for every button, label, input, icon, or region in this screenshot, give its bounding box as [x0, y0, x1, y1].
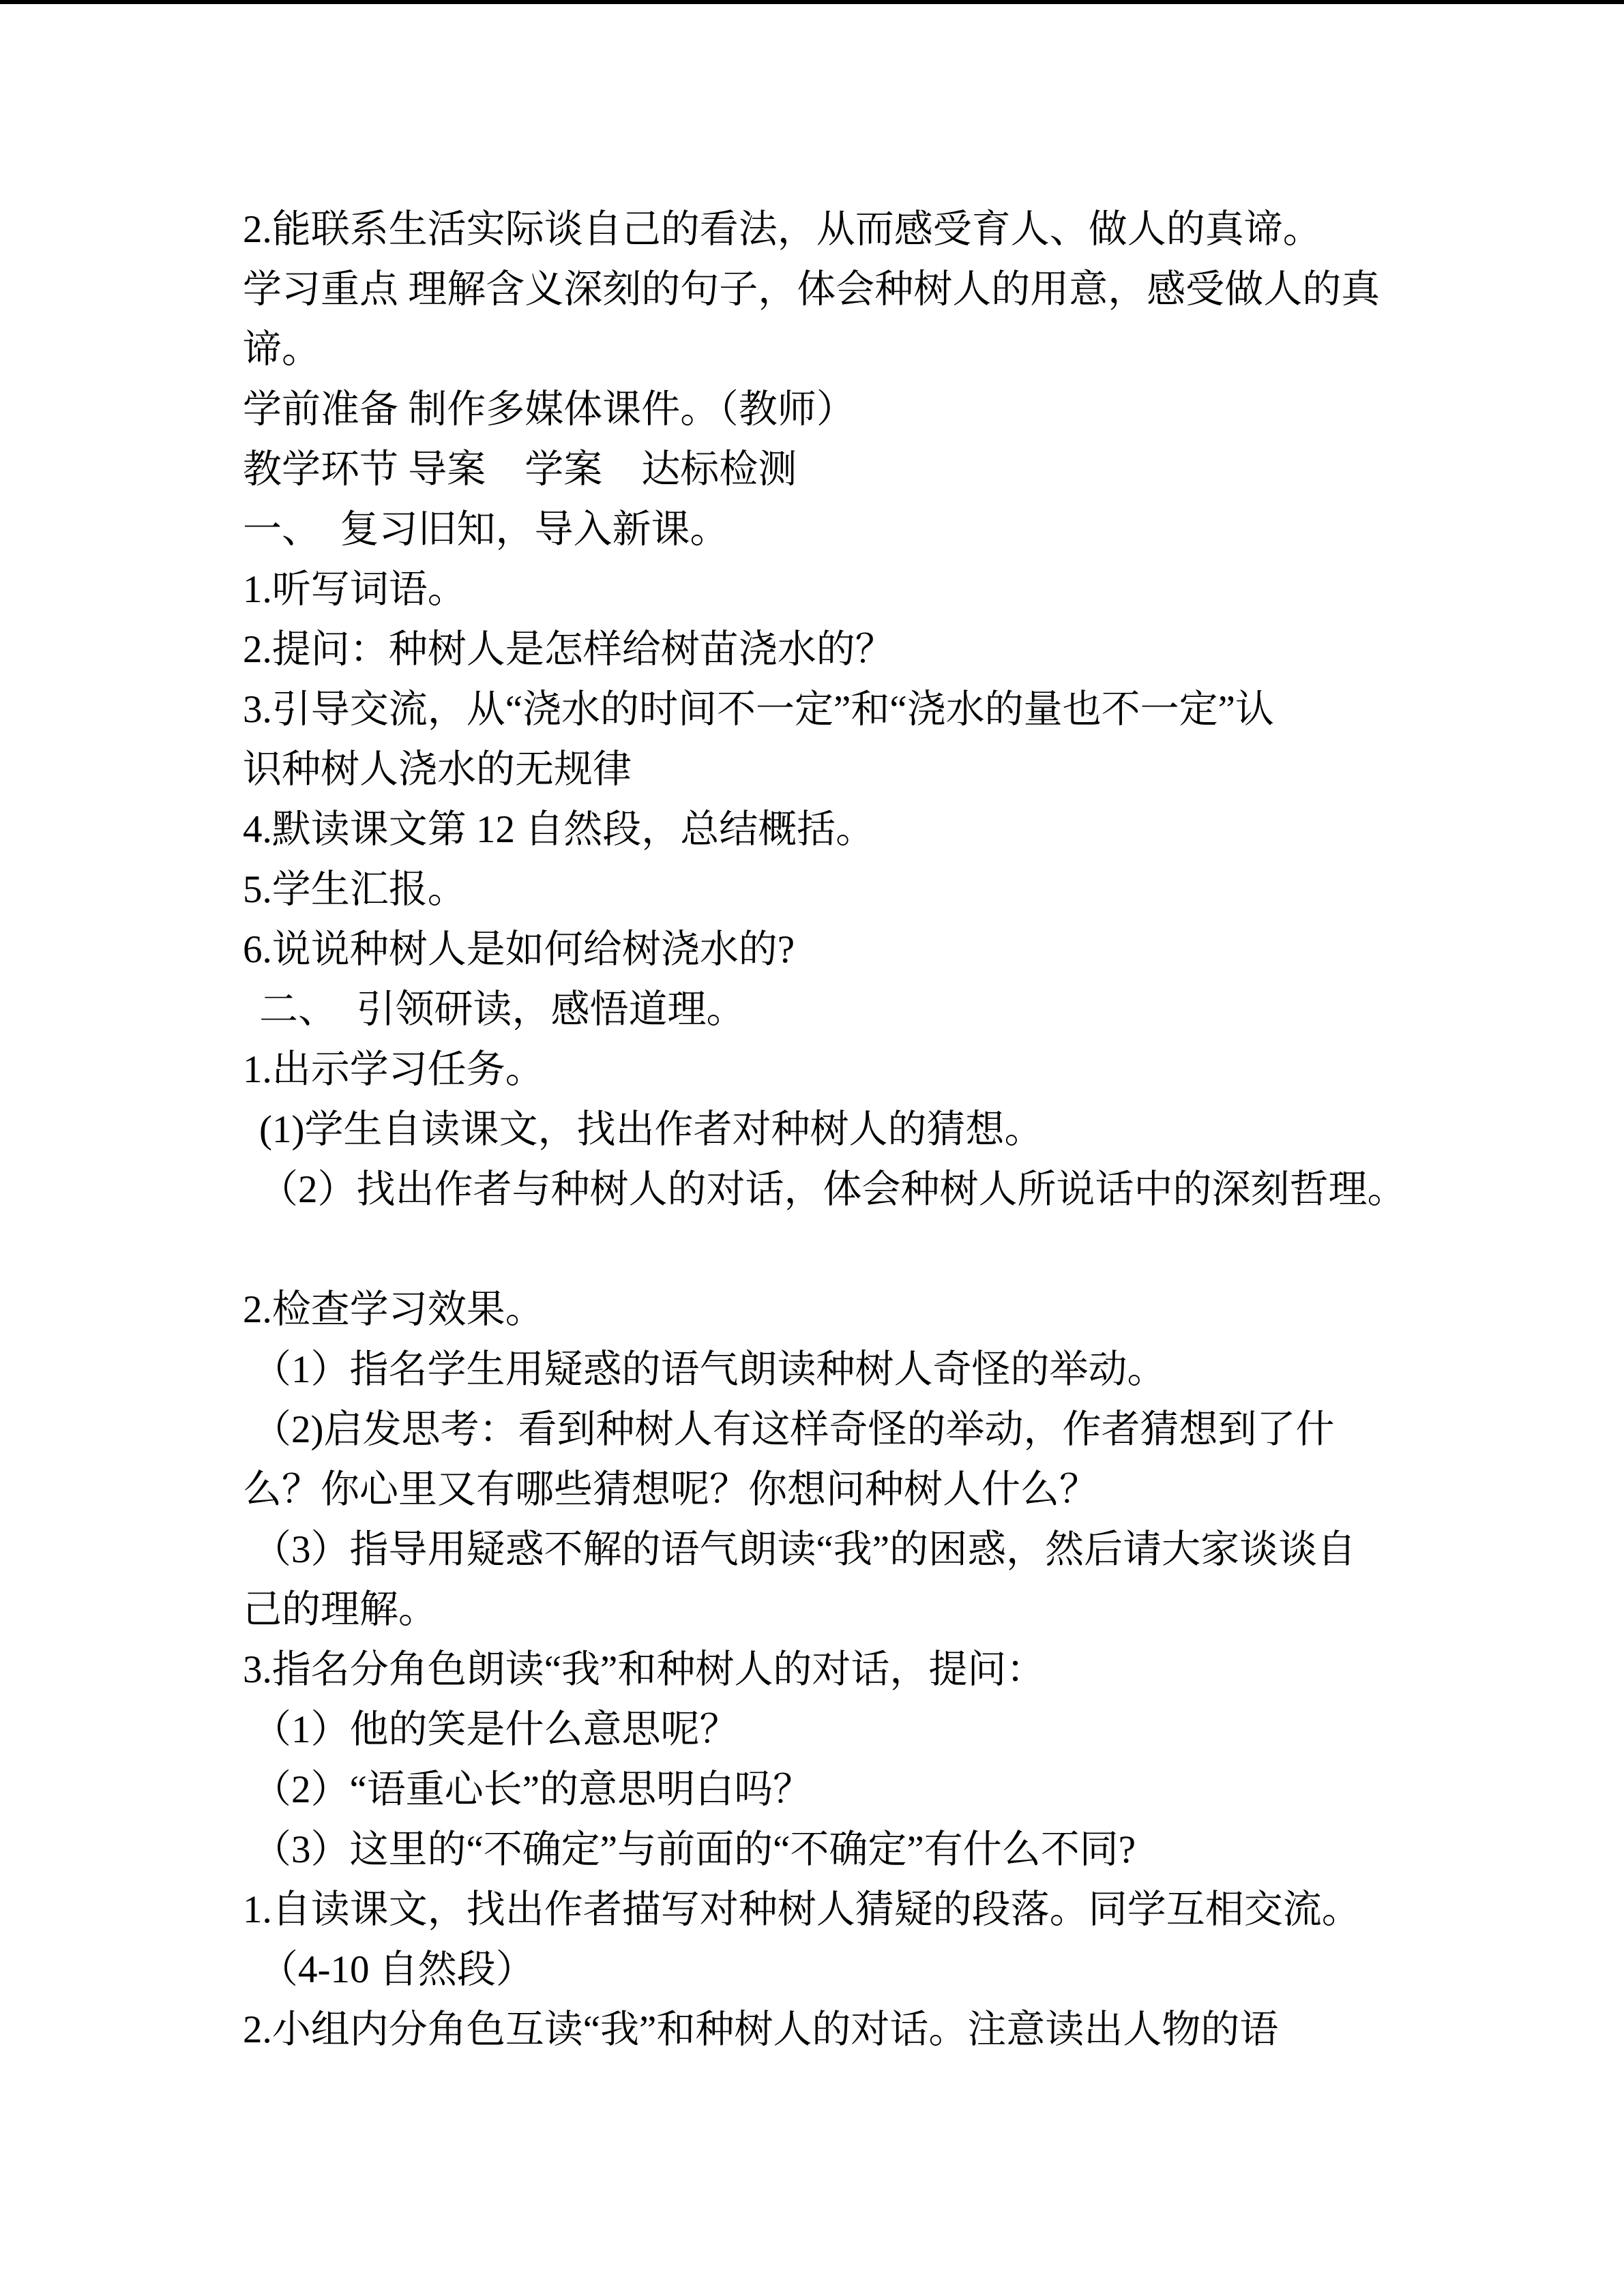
- text-line: （2)启发思考：看到种树人有这样奇怪的举动，作者猜想到了什: [252, 1408, 1335, 1451]
- text-line: （4-10 自然段）: [259, 1948, 535, 1991]
- text-line: 3.指名分角色朗读“我”和种树人的对话，提问：: [243, 1648, 1046, 1691]
- text-line: 6.说说种树人是如何给树浇水的?: [243, 928, 795, 971]
- page-top-border: [0, 0, 1624, 4]
- text-line: （2）“语重心长”的意思明白吗？: [252, 1768, 812, 1811]
- text-line: 1.出示学习任务。: [243, 1048, 544, 1091]
- text-line: （3）指导用疑惑不解的语气朗读“我”的困惑，然后请大家谈谈自: [252, 1528, 1357, 1571]
- text-line: 学前准备 制作多媒体课件。（教师）: [243, 388, 855, 431]
- text-line: （1）他的笑是什么意思呢？: [252, 1708, 739, 1751]
- blank-line: [243, 1220, 1583, 1280]
- text-line: 2.提问：种树人是怎样给树苗浇水的？: [243, 628, 894, 671]
- text-line: （1）指名学生用疑惑的语气朗读种树人奇怪的举动。: [252, 1348, 1166, 1391]
- text-line: (1)学生自读课文，找出作者对种树人的猜想。: [259, 1108, 1044, 1151]
- text-line: 4.默读课文第 12 自然段，总结概括。: [243, 808, 875, 851]
- text-line: 教学环节 导案 学案 达标检测: [243, 448, 797, 491]
- text-line: 么？你心里又有哪些猜想呢？你想问种树人什么？: [243, 1468, 1098, 1511]
- text-line: 5.学生汇报。: [243, 868, 467, 911]
- text-line: 二、 引领研读，感悟道理。: [259, 988, 745, 1031]
- text-line: 2.检查学习效果。: [243, 1288, 544, 1331]
- text-line: 2.小组内分角色互读“我”和种树人的对话。注意读出人物的语: [243, 2008, 1279, 2051]
- text-line: 1.自读课文，找出作者描写对种树人猜疑的段落。同学互相交流。: [243, 1888, 1361, 1931]
- text-line: 一、 复习旧知，导入新课。: [243, 508, 729, 551]
- text-line: （2）找出作者与种树人的对话，体会种树人所说话中的深刻哲理。: [259, 1168, 1406, 1211]
- text-line: 己的理解。: [243, 1588, 437, 1631]
- text-line: 识种树人浇水的无规律: [243, 748, 632, 791]
- text-line: 1.听写词语。: [243, 568, 467, 611]
- text-line: （3）这里的“不确定”与前面的“不确定”有什么不同?: [252, 1828, 1136, 1871]
- text-line: 2.能联系生活实际谈自己的看法，从而感受育人、做人的真谛。: [243, 208, 1322, 251]
- document-text-block: [243, 200, 1583, 2060]
- text-line: 3.引导交流，从“浇水的时间不一定”和“浇水的量也不一定”认: [243, 688, 1274, 731]
- text-line: 学习重点 理解含义深刻的句子，体会种树人的用意，感受做人的真: [243, 268, 1381, 311]
- text-line: 谛。: [243, 328, 321, 371]
